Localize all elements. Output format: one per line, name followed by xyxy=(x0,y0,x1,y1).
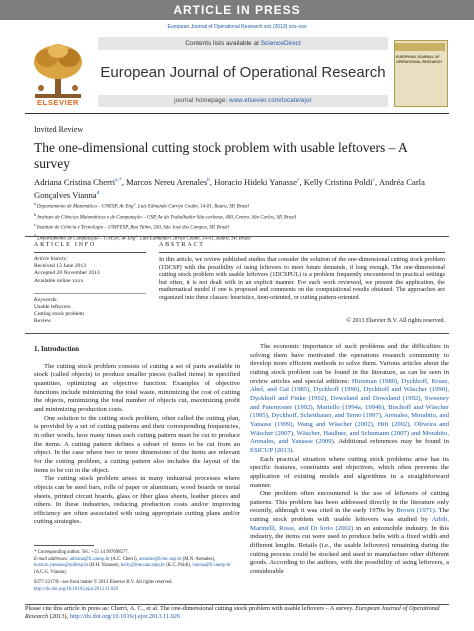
arbib-2002-link[interactable]: Arbib, Marinelli, Rossi, and Di Iorio (2002) xyxy=(250,516,449,532)
right-p1-end: . xyxy=(292,446,294,454)
copyright-line: © 2013 Elsevier B.V. All rights reserved. xyxy=(346,318,445,324)
intro-heading: 1. Introduction xyxy=(34,345,79,353)
author-separator: , xyxy=(299,176,304,187)
body-column-left xyxy=(34,345,240,527)
sciencedirect-link[interactable]: ScienceDirect xyxy=(260,40,301,47)
affiliation xyxy=(34,200,444,211)
right-p1-tail: . Additional references may be found in xyxy=(333,438,449,446)
email-link[interactable]: vianna@fc.unesp.br xyxy=(192,563,231,569)
right-paragraph-3 xyxy=(250,490,449,577)
email-owner: (A.C.G. Vianna). xyxy=(34,569,67,575)
esicup-link[interactable]: ESICUP (2013) xyxy=(250,446,293,454)
author-separator: , xyxy=(375,176,379,187)
keywords-divider xyxy=(34,293,146,294)
email-addresses xyxy=(34,557,240,577)
author-name: Kelly Cristina Poldi xyxy=(303,176,373,187)
right-paragraph-1 xyxy=(250,343,449,456)
abstract-heading: ABSTRACT xyxy=(159,242,205,248)
affiliation-mark: a xyxy=(34,201,37,206)
affiliation xyxy=(34,211,444,222)
cite-mid: (2013), xyxy=(48,613,70,620)
right-p3-text-c: in an automobile industry. In this industry, the items cut were used to produce belts with a fixed width and different lengths. Retails (i.e., the usable leftovers) remaining during the cutting process could be stocked and used to manufacture other different goods. According to the authors, with the possibility of using leftovers, a considerable xyxy=(250,524,449,576)
email-link[interactable]: arenales@icmc.usp.br xyxy=(138,556,182,562)
history-line-1: Received 13 June 2013 xyxy=(34,263,87,270)
footnotes xyxy=(34,550,240,594)
article-info-heading: ARTICLE INFO xyxy=(34,242,97,248)
intro-paragraph-3: The cutting stock problem arises in many industrial processes where objects can be steel bars, rolls of paper or aluminum, wood boards or metal sheets, printed circuit boards, glass or fiber glass sheets, leather pieces and others. In these industries, reducing production costs and/or improving efficiency are often associated with using appropriate cutting plans and/or cutting strategies. xyxy=(34,475,240,526)
keyword-1: Usable leftovers xyxy=(34,304,71,311)
email-link[interactable]: horacio.yanasse@unifesp.br xyxy=(34,563,89,569)
cover-title: EUROPEAN JOURNAL OF OPERATIONAL RESEARCH xyxy=(396,55,442,64)
keyword-2: Cutting stock problem xyxy=(34,311,85,318)
keywords-heading: Keywords: xyxy=(34,296,59,303)
abstract-divider xyxy=(159,252,445,253)
homepage-prefix: journal homepage: xyxy=(174,98,230,104)
journal-homepage-band xyxy=(98,95,388,107)
email-link[interactable]: adriana@fc.unesp.br xyxy=(69,556,110,562)
author-affiliation-mark[interactable]: a,* xyxy=(115,177,122,183)
intro-paragraph-2: One solution to the cutting stock problem, often called the cutting plan, is provided by a set of cutting patterns and their corresponding frequencies, in other words, how many times each cutting pattern must be cut to produce the items. A cutting pattern defines a subset of items to be cut from an object. In the case where two or more dimensions of the items are relevant for the cutting problem, a cutting pattern also includes the layout of the items to be cut in the object. xyxy=(34,414,240,474)
homepage-link[interactable]: www.elsevier.com/locate/ejor xyxy=(229,98,312,104)
author-separator: , xyxy=(121,176,127,187)
journal-citation-line[interactable]: European Journal of Operational Research xxx (2013) xxx–xxx xyxy=(167,24,307,30)
email-label: E-mail addresses: xyxy=(34,556,70,562)
right-p3-text-a: One problem often encountered is the use of leftovers of cutting patterns. This problem has been addressed directly in the literature only recently, although it was cited in the early 1970s by xyxy=(250,490,449,515)
abstract-text: In this article, we review published studies that consider the solution of the one-dimensional cutting stock problem (1DCSP) with the possibility of using leftovers to meet future demands, if long enough. The one-dimensional cutting stock problem with usable leftovers (1DCSPUL) is a problem frequently encountered in practical settings but often, it is not dealt with in an explicit manner. For each work reviewed, we present the application, the mathematical model if one is proposed and comments on the computational results obtained. The approaches are organized into three classes: heuristics, item-oriented, or cutting pattern-oriented. xyxy=(159,256,445,301)
email-owner: (H.H. Yanasse), xyxy=(88,563,121,569)
email-owner: (K.C. Poldi), xyxy=(165,563,193,569)
corresponding-author-note: * Corresponding author. Tel.: +55 14 997098577. xyxy=(34,550,129,555)
author-affiliation-mark[interactable]: c xyxy=(297,177,300,183)
contents-prefix: Contents lists available at xyxy=(185,40,261,47)
doi-link[interactable]: http://dx.doi.org/10.1016/j.ejor.2013.11.026 xyxy=(34,586,119,592)
author-name: Marcos Nereu Arenales xyxy=(126,176,208,187)
elsevier-tree-logo-icon xyxy=(25,40,91,102)
author-separator: , xyxy=(209,176,215,187)
affiliation-text: Instituto de Ciências Matemáticas e de Computação – USP, Av do Trabalhador São-carlense, 400, Centro, São Carlos, SP, Brazil xyxy=(37,215,297,221)
article-in-press-banner: ARTICLE IN PRESS xyxy=(0,0,474,20)
history-line-2: Accepted 20 November 2013 xyxy=(34,270,100,277)
keyword-3: Review xyxy=(34,318,52,325)
article-type: Invited Review xyxy=(34,125,84,134)
header-rule xyxy=(25,113,449,114)
email-owner: (M.N. Arenales), xyxy=(181,556,216,562)
author-list xyxy=(34,175,444,201)
brown-1971-link[interactable]: Brown (1971) xyxy=(396,507,435,515)
review-references-link[interactable]: Hinxman (1980), Dyckhoff, Kruse, Abel, and Gal (1985), Dyckhoff (1990), Dyckhoff and Wäscher (1990), Dyckhoff and Finke (1992), Dowsland and Dowsland (1992), Sweeney and Paternoster (1992), Martello (1994a, 1994b), Bischoff and Wäscher (1995), Dyckhoff, Scheithauer, and Terno (1997), Arenales, Morabito, and Yanasse (1999), Wang and Wäscher (2002), Hifi (2002), Oliveira and Wäscher (2007), Wäscher, Haußner, and Schumann (2007) and Morabito, Arenales, and Yanasse (2009) xyxy=(250,377,449,446)
author-name: Adriana Cristina Cherri xyxy=(34,176,116,187)
affiliation-mark: d xyxy=(34,232,38,238)
email-link[interactable]: kelly@ime.unicamp.br xyxy=(120,563,166,569)
body-column-right xyxy=(250,343,449,577)
paper-title: The one-dimensional cutting stock problem with usable leftovers – A survey xyxy=(34,140,408,171)
cite-journal: European Journal of Operational Research xyxy=(25,605,440,620)
abstract-header xyxy=(159,242,445,253)
affiliation-mark: b xyxy=(34,211,38,217)
cover-stripe xyxy=(395,43,445,51)
cite-prefix: Please cite this article in press as: Cherri, A. C., et al. The one-dimensional cutting stock problem with usable leftovers – A survey. xyxy=(25,605,356,612)
article-info-divider xyxy=(34,252,146,253)
elsevier-wordmark: ELSEVIER xyxy=(37,98,79,107)
affiliation-text: Departamento de Matemática – UNESP, Av Eng°. Luiz Edmundo Carrijo Coube, 14-01, Bauru, SP, Brazil xyxy=(36,204,249,210)
author-affiliation-mark[interactable]: b xyxy=(207,177,210,183)
issn-line: 0377-2217/$ - see front matter © 2013 Elsevier B.V. All rights reserved. xyxy=(34,580,173,586)
right-p3-text-b: . The cutting stock problem with usable leftovers was studied by xyxy=(250,507,449,524)
author-affiliation-mark[interactable]: d xyxy=(96,189,100,196)
affiliation xyxy=(34,221,444,232)
affiliation-text: Instituto de Ciência e Tecnologia – UNIFESP, Rua Talim, 330, São José dos Campos, SP, Brazil xyxy=(36,225,229,231)
journal-title: European Journal of Operational Research xyxy=(100,64,386,81)
author-affiliation-mark[interactable]: c xyxy=(372,177,375,183)
history-heading: Article history: xyxy=(34,256,69,262)
please-cite-box xyxy=(25,604,449,625)
right-p1-text: The economic importance of such problems and the difficulties in solving them have motivated the operations research community to develop more efficient methods to solve them. Various articles about the cutting stock problem can be found in the literature, as can be seen in review articles and special editions: xyxy=(250,343,449,385)
body-rule xyxy=(25,333,449,334)
affiliation-text: Departamento de Computação – UNESP, Av Eng°. Luiz Edmundo Carrijo Coube, 14-01, Bauru, SP, Brazil xyxy=(37,236,251,242)
intro-paragraph-1: The cutting stock problem consists of cutting a set of parts available in stock (called objects) to produce smaller pieces (called items) in specified quantities, optimizing an objective function. Examples of objective functions include minimizing the total waste, minimizing the cost of cutting the objects, minimizing the total number of objects cut, maximizing profit and minimizing production costs. xyxy=(34,362,240,413)
footnote-divider xyxy=(34,545,94,546)
right-paragraph-2: Each practical situation where cutting stock problems arise has its specific features, constraints and objectives, which often prevents the application of existing models and algorithms in a straightforward manner. xyxy=(250,455,449,489)
article-info-block xyxy=(34,242,146,326)
info-rule xyxy=(25,236,449,237)
author-name: Horacio Hideki Yanasse xyxy=(214,176,298,187)
contents-list-band xyxy=(98,37,388,50)
cite-doi-link[interactable]: http://dx.doi.org/10.1016/j.ejor.2013.11.026 xyxy=(69,613,181,620)
author-name: Andréa Carla Gonçalves Vianna xyxy=(34,176,425,200)
history-line-3: Available online xxxx xyxy=(34,277,84,284)
email-owner: (A.C. Cherri), xyxy=(109,556,139,562)
affiliation-mark: c xyxy=(34,222,37,228)
